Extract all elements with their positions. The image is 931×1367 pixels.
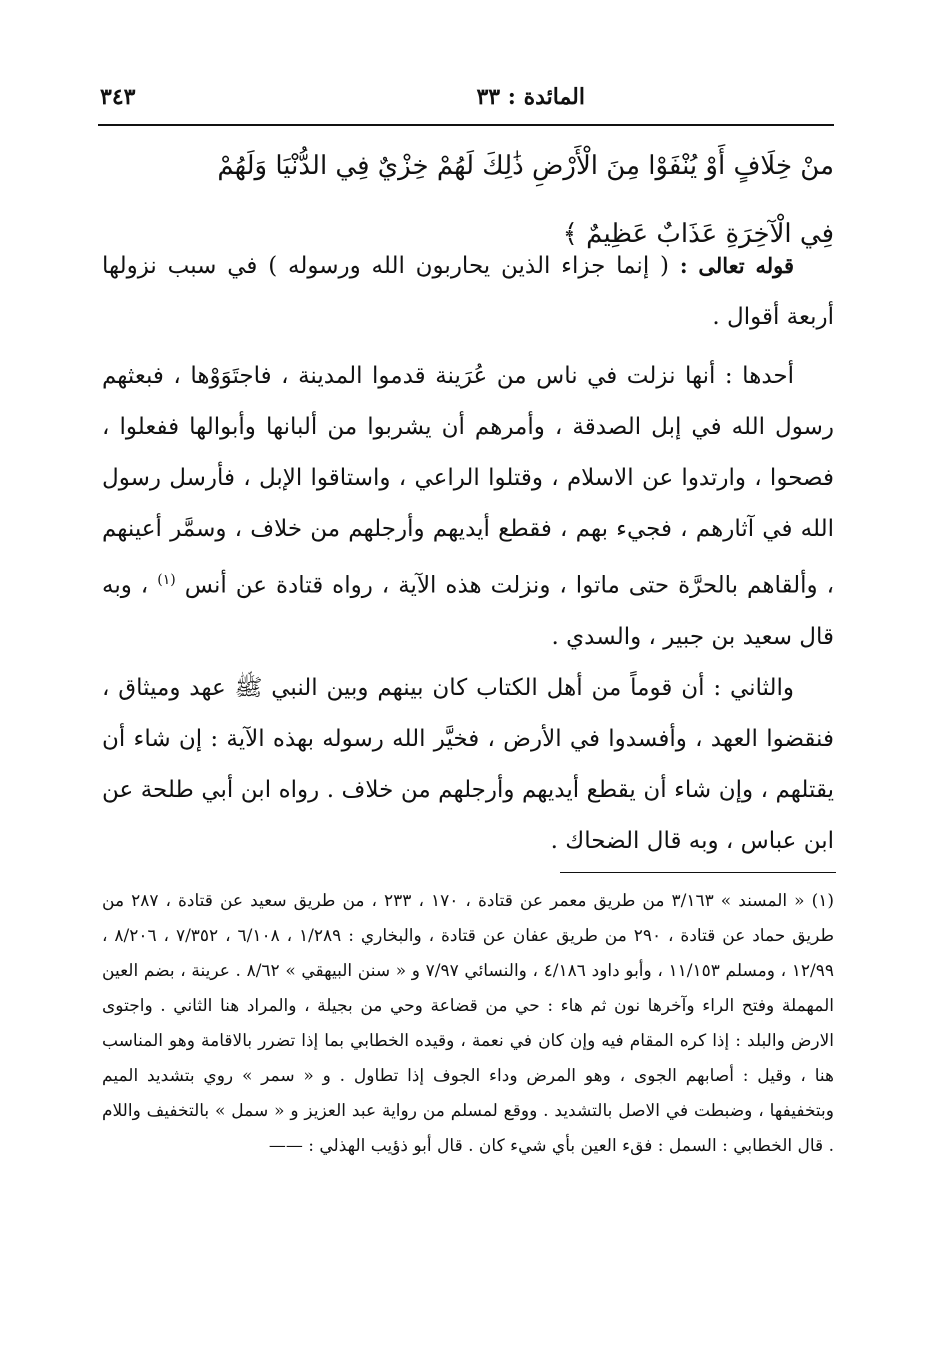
footnotes (102, 884, 834, 1164)
footnote-marker: (١) (157, 572, 176, 588)
first-opinion (102, 351, 834, 663)
first-opinion-text: أحدها : أنها نزلت في ناس من عُرَينة قدموا المدينة ، فاجتَوَوْها ، فبعثهم رسول الله في إبل الصدقة ، وأمرهم أن يشربوا من ألبانها وأبوالها ففعلوا ، فصحوا ، وارتدوا عن الاسلام ، وقتلوا الراعي ، واستاقوا الإبل ، فأرسل رسول الله في آثارهم ، فجيء بهم ، فقطع أيديهم وأرجلهم من خلاف ، وسمَّر أعينهم ، وألقاهم بالحرَّة حتى ماتوا ، ونزلت هذه الآية ، رواه قتادة عن أنس (102, 363, 835, 599)
header-divider (98, 124, 834, 126)
commentary-lead: قوله تعالى : (679, 253, 795, 278)
verse-line-2: فِي الْآخِرَةِ عَذَابٌ عَظِيمٌ ﴾ (562, 219, 834, 249)
surah-reference: المائدة : ٣٣ (476, 84, 585, 110)
page-number: ٣٤٣ (100, 84, 136, 110)
first-opinion-tail: ، وبه قال سعيد بن جبير ، والسدي . (102, 572, 834, 650)
second-opinion: والثاني : أن قوماً من أهل الكتاب كان بينهم وبين النبي ﷺ عهد وميثاق ، فنقضوا العهد ، وأفسدوا في الأرض ، فخيَّر الله رسوله بهذه الآية : إن شاء أن يقتلهم ، وإن شاء أن يقطع أيديهم وأرجلهم من خلاف . رواه ابن أبي طلحة عن ابن عباس ، وبه قال الضحاك . (102, 674, 834, 854)
commentary-intro (102, 240, 834, 343)
commentary-body (102, 240, 834, 867)
footnote-divider (560, 872, 836, 873)
commentary-intro-text: ( إنما جزاء الذين يحاربون الله ورسوله ) في سبب نزولها أربعة أقوال . (102, 253, 834, 330)
running-header (100, 84, 830, 120)
footnote-1: (١) « المسند » ٣/١٦٣ من طريق معمر عن قتادة ، ١٧٠ ، ٢٣٣ ، من طريق سعيد عن قتادة ، ٢٨٧ من طريق حماد عن قتادة ، ٢٩٠ من طريق عفان عن قتادة ، والبخاري : ١/٢٨٩ ، ٦/١٠٨ ، ٧/٣٥٢ ، ٨/٢٠٦ ، ١٢/٩٩ ، ومسلم ١١/١٥٣ ، وأبو داود ٤/١٨٦ ، والنسائي ٧/٩٧ و « سنن البيهقي » ٨/٦٢ . عرينة ، بضم العين المهملة وفتح الراء وآخرها نون ثم هاء : حي من قضاعة وحي من بجيلة ، والمراد هنا الثاني . واجتوى الارض والبلد : إذا كره المقام فيه وإن كان في نعمة ، وقيده الخطابي بما إذا تضرر بالاقامة وهو المناسب هنا ، وقيل : أصابهم الجوى ، وهو المرض وداء الجوف إذا تطاول . و « سمر » روي بتشديد الميم وبتخفيفها ، وضبطت في الاصل بالتشديد . ووقع لمسلم من رواية عبد العزيز و « سمل » بالتخفيف واللام . قال الخطابي : السمل : فقء العين بأي شيء كان . قال أبو ذؤيب الهذلي : —— (102, 891, 835, 1156)
verse-line-1: منْ خِلَافٍ أَوْ يُنْفَوْا مِنَ الْأَرْضِ ذَٰلِكَ لَهُمْ خِزْيٌ فِي الدُّنْيَا وَلَهُمْ (217, 151, 834, 181)
